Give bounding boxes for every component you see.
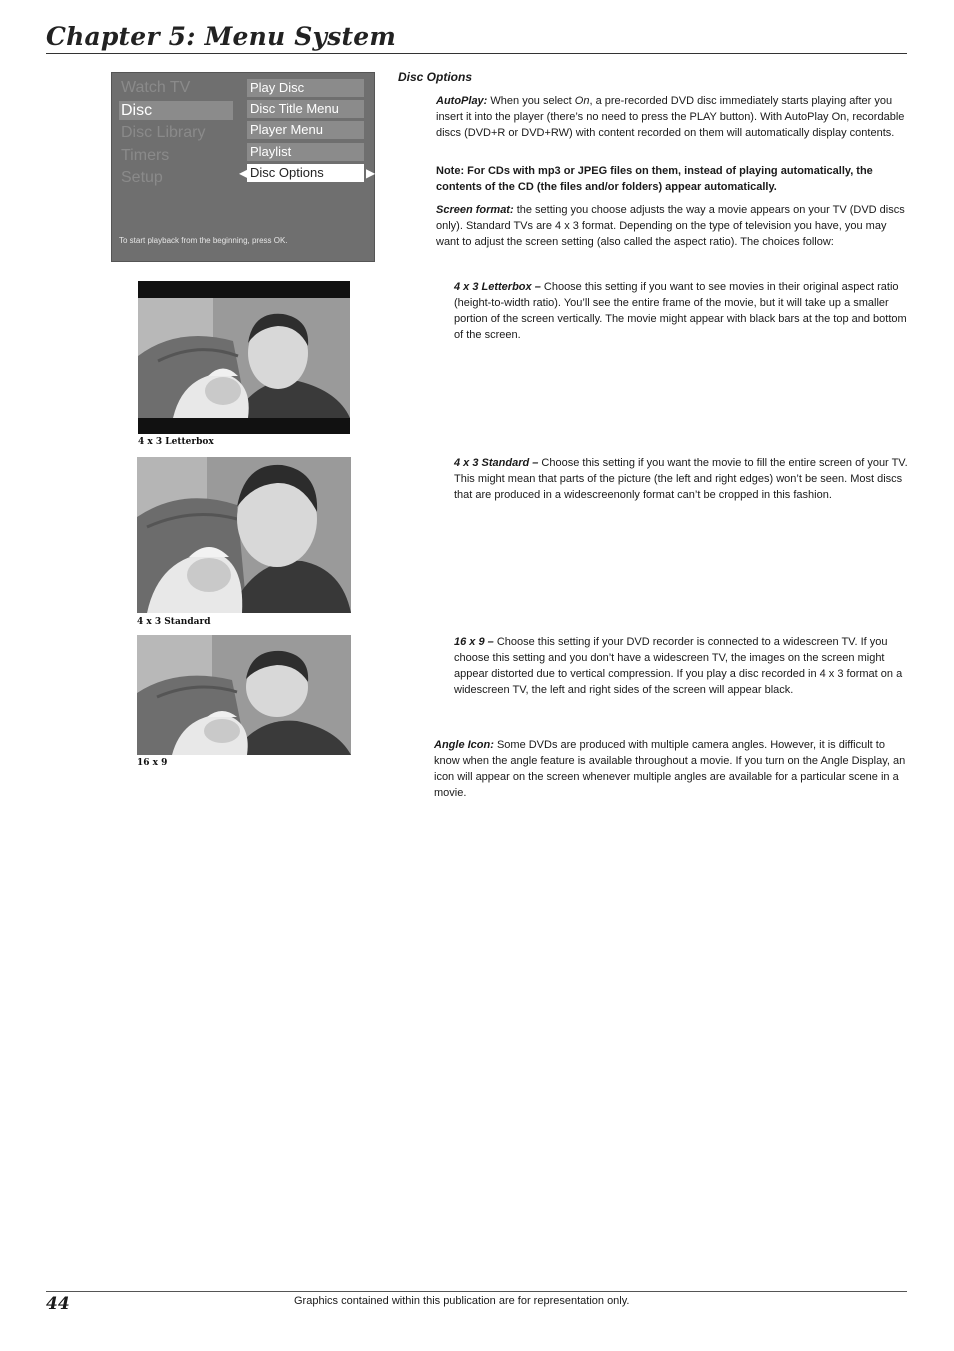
letterbox-paragraph	[454, 279, 910, 343]
standard-text: Choose this setting if you want the movie to fill the entire screen of your TV. This might mean that parts of the picture (the left and right edges) won’t be seen. Most discs that are produced in a widescreenonly format can’t be cropped in this fashion.	[454, 457, 908, 501]
wide-label: 16 x 9 –	[454, 636, 494, 648]
angle-paragraph	[434, 737, 908, 801]
screen-format-paragraph	[436, 202, 908, 250]
header-divider	[46, 53, 907, 54]
standard-paragraph	[454, 455, 912, 503]
footer-note: Graphics contained within this publication are for representation only.	[294, 1295, 630, 1307]
autoplay-on: On	[574, 95, 590, 107]
menu-hint: To start playback from the beginning, press OK.	[119, 236, 288, 245]
submenu-item-disc-options[interactable]: Disc Options	[247, 164, 364, 182]
submenu-item-playlist[interactable]: Playlist	[247, 143, 364, 161]
cd-note: Note: For CDs with mp3 or JPEG files on them, instead of playing automatically, the contents of the CD (the files and/or folders) appear automatically.	[436, 165, 873, 193]
chapter-title: Chapter 5: Menu System	[46, 22, 397, 51]
menu-screenshot	[111, 72, 375, 262]
menu-item-setup[interactable]: Setup	[121, 169, 163, 186]
standard-photo	[137, 457, 351, 613]
autoplay-text-1: When you select	[487, 95, 575, 107]
standard-label: 4 x 3 Standard –	[454, 457, 539, 469]
letterbox-label: 4 x 3 Letterbox –	[454, 281, 541, 293]
menu-item-disc-library[interactable]: Disc Library	[121, 124, 206, 141]
letterbox-caption: 4 x 3 Letterbox	[138, 437, 214, 447]
submenu-item-disc-title-menu[interactable]: Disc Title Menu	[247, 100, 364, 118]
menu-item-disc[interactable]: Disc	[119, 101, 233, 120]
screen-format-text: the setting you choose adjusts the way a movie appears on your TV (DVD discs only). Standard TVs are 4 x 3 format. Depending on the type of television you have, you may want to adjust the screen setting (also called the aspect ratio). The choices follow:	[436, 204, 905, 248]
letterbox-text: Choose this setting if you want to see movies in their original aspect ratio (height-to-width ratio). You’ll see the entire frame of the movie, but it will take up a smaller portion of the screen vertically. The movie might appear with black bars at the top and bottom of the screen.	[454, 281, 907, 341]
wide-text: Choose this setting if your DVD recorder is connected to a widescreen TV. If you choose this setting and you don’t have a widescreen TV, the images on the screen might appear distorted due to vertical compression. If you play a disc recorded in 4 x 3 format on a widescreen TV, the left and right sides of the screen will appear black.	[454, 636, 903, 696]
angle-label: Angle Icon:	[434, 739, 494, 751]
autoplay-paragraph	[436, 93, 908, 141]
wide-caption: 16 x 9	[137, 758, 168, 768]
letterbox-photo	[138, 281, 350, 434]
arrow-right-icon[interactable]: ▶	[366, 166, 376, 180]
submenu-item-player-menu[interactable]: Player Menu	[247, 121, 364, 139]
menu-item-timers[interactable]: Timers	[121, 147, 170, 164]
section-title: Disc Options	[398, 70, 473, 84]
arrow-left-icon[interactable]: ◀	[239, 166, 249, 180]
submenu-item-play-disc[interactable]: Play Disc	[247, 79, 364, 97]
angle-text: Some DVDs are produced with multiple camera angles. However, it is difficult to know when the angle feature is available throughout a movie. If you turn on the Angle Display, an icon will appear on the screen whenever multiple angles are available for a particular scene in a movie.	[434, 739, 906, 799]
footer-divider	[46, 1291, 907, 1292]
wide-photo	[137, 635, 351, 755]
autoplay-text-2: , a pre-recorded DVD disc immediately starts playing after you insert it into the player (there’s no need to press the PLAY button). With AutoPlay On, recordable discs (DVD+R or DVD+RW) with content recorded on them will automatically display contents.	[436, 95, 905, 139]
standard-caption: 4 x 3 Standard	[137, 617, 211, 627]
wide-paragraph	[454, 634, 904, 698]
page-number: 44	[46, 1294, 70, 1314]
autoplay-label: AutoPlay:	[436, 95, 488, 107]
menu-item-watch-tv[interactable]: Watch TV	[121, 79, 191, 96]
screen-format-label: Screen format:	[436, 204, 514, 216]
